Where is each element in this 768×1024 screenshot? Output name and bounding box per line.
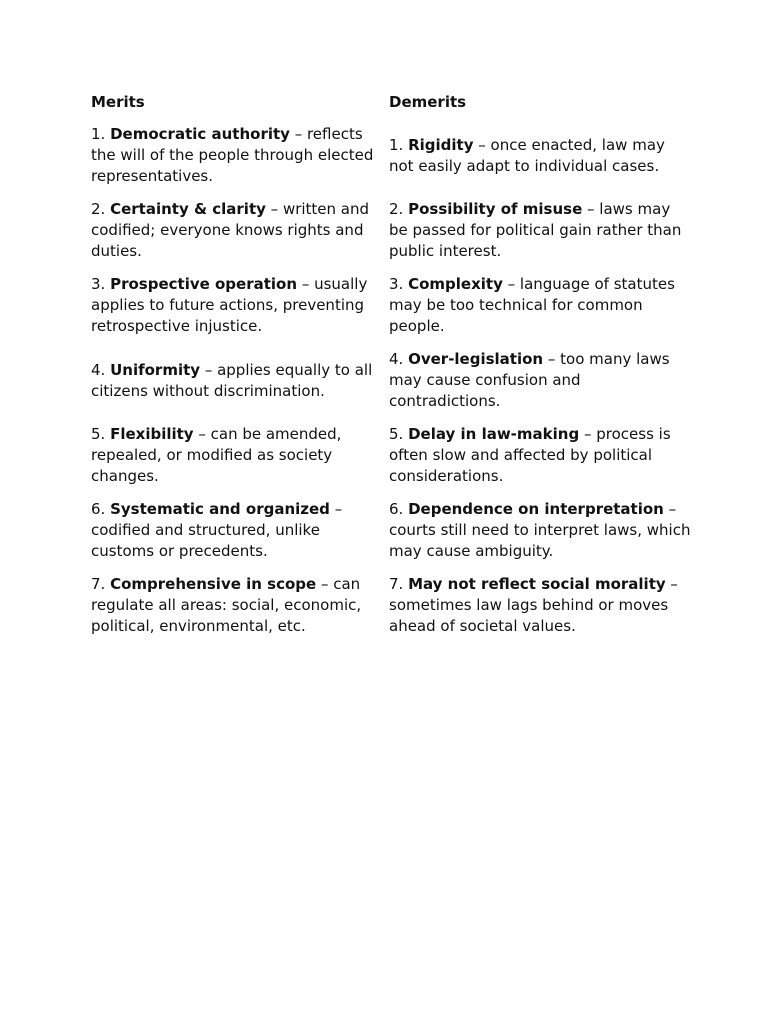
merit-cell: [91, 424, 389, 499]
merit-term: Democratic authority: [110, 125, 290, 143]
table-row: [91, 574, 691, 649]
merits-heading: Merits: [91, 93, 145, 111]
demerit-term: Over-legislation: [408, 350, 544, 368]
merits-demerits-table: [91, 92, 691, 649]
demerit-term: May not reflect social morality: [408, 575, 666, 593]
demerit-number: 5.: [389, 425, 409, 443]
demerit-term: Possibility of misuse: [408, 200, 583, 218]
merit-cell: [91, 499, 389, 574]
merit-number: 1.: [91, 125, 111, 143]
merit-number: 7.: [91, 575, 111, 593]
demerit-cell: [389, 124, 691, 199]
demerit-cell: [389, 274, 691, 349]
merit-number: 5.: [91, 425, 111, 443]
document-page: [91, 92, 691, 649]
demerit-description: – sometimes law lags behind or moves ahead of societal values.: [389, 575, 678, 635]
merit-number: 6.: [91, 500, 111, 518]
merit-cell: [91, 574, 389, 649]
demerit-number: 3.: [389, 275, 409, 293]
demerit-number: 1.: [389, 135, 409, 154]
merit-term: Prospective operation: [110, 275, 298, 293]
merit-cell: [91, 274, 389, 349]
merit-number: 2.: [91, 200, 111, 218]
merit-term: Uniformity: [110, 360, 201, 379]
demerit-cell: [389, 499, 691, 574]
demerit-term: Complexity: [408, 275, 503, 293]
demerit-description: – process is often slow and affected by political considerations.: [389, 425, 671, 485]
table-row: [91, 499, 691, 574]
demerit-number: 4.: [389, 350, 409, 368]
merit-description: – codified and structured, unlike customs or precedents.: [91, 500, 343, 560]
merit-cell: [91, 124, 389, 199]
merit-cell: [91, 199, 389, 274]
demerit-cell: [389, 199, 691, 274]
merit-term: Systematic and organized: [110, 500, 330, 518]
demerit-description: – too many laws may cause confusion and contradictions.: [389, 350, 670, 410]
demerit-description: – laws may be passed for political gain rather than public interest.: [389, 200, 682, 260]
table-row: [91, 349, 691, 424]
table-row: [91, 124, 691, 199]
demerit-cell: [389, 349, 691, 424]
merit-description: – usually applies to future actions, preventing retrospective injustice.: [91, 275, 368, 335]
demerits-heading: Demerits: [389, 93, 467, 111]
table-row: [91, 199, 691, 274]
demerit-cell: [389, 574, 691, 649]
merit-description: – written and codified; everyone knows rights and duties.: [91, 200, 370, 260]
demerit-number: 6.: [389, 500, 409, 518]
demerit-description: – language of statutes may be too technical for common people.: [389, 275, 675, 335]
merit-description: – can be amended, repealed, or modified as society changes.: [91, 425, 342, 485]
merit-cell: [91, 349, 389, 424]
demerit-description: – once enacted, law may not easily adapt to individual cases.: [389, 135, 665, 175]
table-row: [91, 274, 691, 349]
merit-description: – applies equally to all citizens without discrimination.: [91, 360, 373, 400]
merit-term: Comprehensive in scope: [110, 575, 317, 593]
merit-term: Flexibility: [110, 425, 194, 443]
merit-number: 3.: [91, 275, 111, 293]
table-row: [91, 424, 691, 499]
merit-description: – reflects the will of the people through elected representatives.: [91, 125, 374, 185]
merit-description: – can regulate all areas: social, economic, political, environmental, etc.: [91, 575, 362, 635]
demerit-term: Dependence on interpretation: [408, 500, 664, 518]
demerit-number: 2.: [389, 200, 409, 218]
table-header-row: [91, 92, 691, 124]
demerit-term: Rigidity: [408, 135, 474, 154]
demerit-description: – courts still need to interpret laws, which may cause ambiguity.: [389, 500, 691, 560]
demerit-number: 7.: [389, 575, 409, 593]
demerit-cell: [389, 424, 691, 499]
merit-term: Certainty & clarity: [110, 200, 266, 218]
demerit-term: Delay in law-making: [408, 425, 580, 443]
merit-number: 4.: [91, 360, 111, 379]
